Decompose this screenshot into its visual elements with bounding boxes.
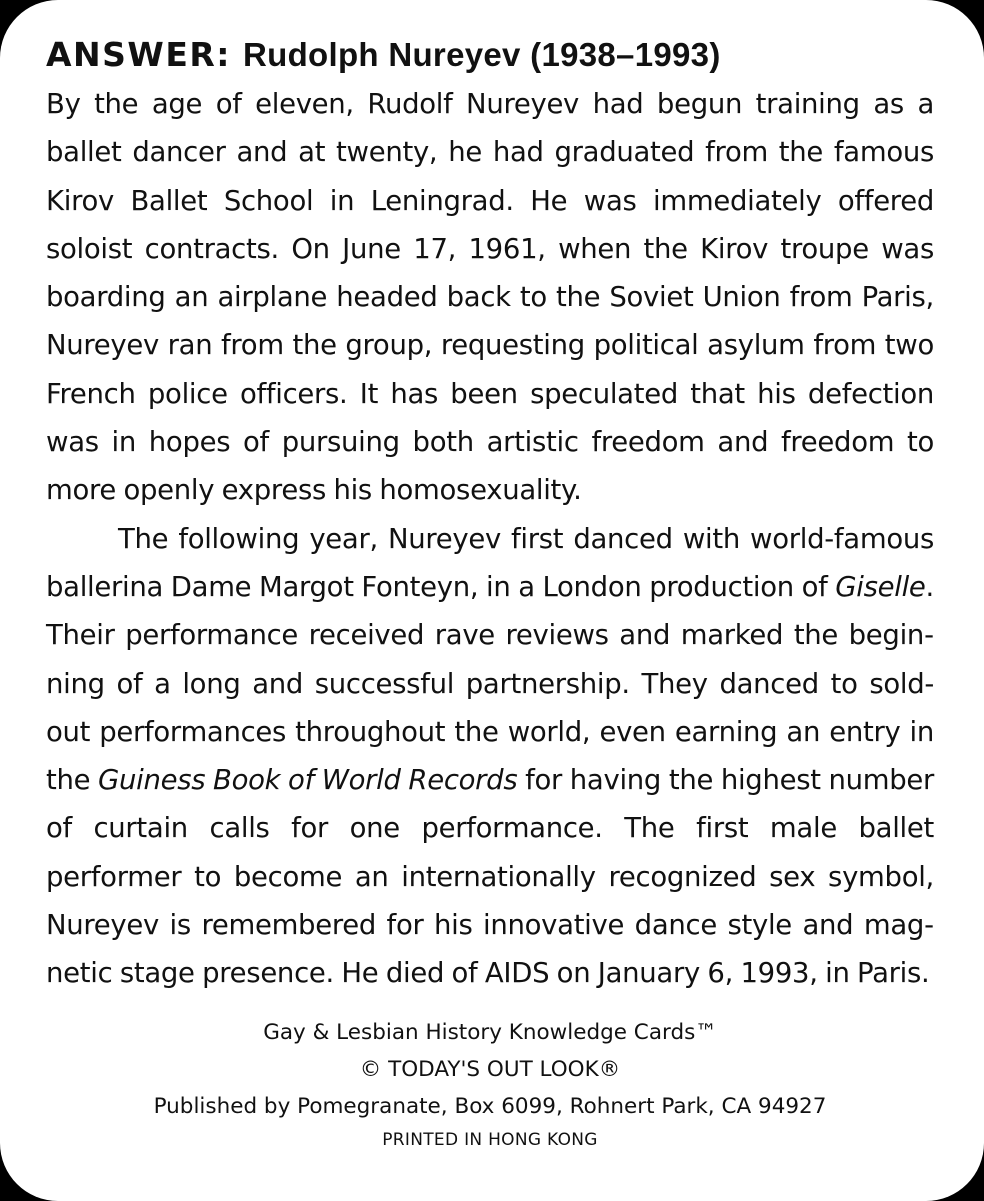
paragraph-1: By the age of eleven, Rudolf Nureyev had begun training as a ballet dancer and at twenty, he had graduated from the famous Kirov Ballet School in Leningrad. He was immediately offered soloist contracts. On June 17, 1961, when the Kirov troupe was boarding an airplane headed back to the Soviet Union from Paris, Nureyev ran from the group, requesting political asylum from two French police officers. It has been speculated that his defection was in hopes of pursuing both artistic freedom and freedom to more openly express his homosexuality.	[46, 88, 934, 507]
series-name: Gay & Lesbian History Knowledge Cards™	[263, 1019, 717, 1045]
printed-in-line: PRINTED IN HONG KONG	[382, 1129, 598, 1150]
copyright-line: © TODAY'S OUT LOOK®	[359, 1056, 621, 1082]
answer-label: ANSWER:	[46, 35, 231, 74]
title-guiness-book: Guiness Book of World Records	[98, 764, 518, 797]
paragraph-2	[46, 515, 934, 998]
card-footer	[46, 1014, 934, 1155]
publisher-line: Published by Pomegranate, Box 6099, Rohnert Park, CA 94927	[153, 1093, 827, 1119]
paragraph-2-part-c: for having the highest number of curtain calls for one performance. The first male ballet performer to become an internationally recognized sex symbol, Nureyev is remembered for his innovative dance style and magnetic stage presence. He died of AIDS on January 6, 1993, in Paris.	[46, 764, 934, 990]
title-giselle: Giselle	[835, 570, 926, 603]
answer-subject: Rudolph Nureyev (1938–1993)	[242, 36, 721, 73]
answer-heading	[46, 30, 934, 80]
paragraph-2-part-b: . Their performance received rave reviews and marked the beginning of a long and successful partnership. They danced to sold-out performances throughout the world, even earning an entry in the	[46, 570, 934, 797]
paragraph-2-part-a: The following year, Nureyev first danced with world-famous ballerina Dame Margot Fonteyn, in a London production of	[46, 522, 934, 603]
